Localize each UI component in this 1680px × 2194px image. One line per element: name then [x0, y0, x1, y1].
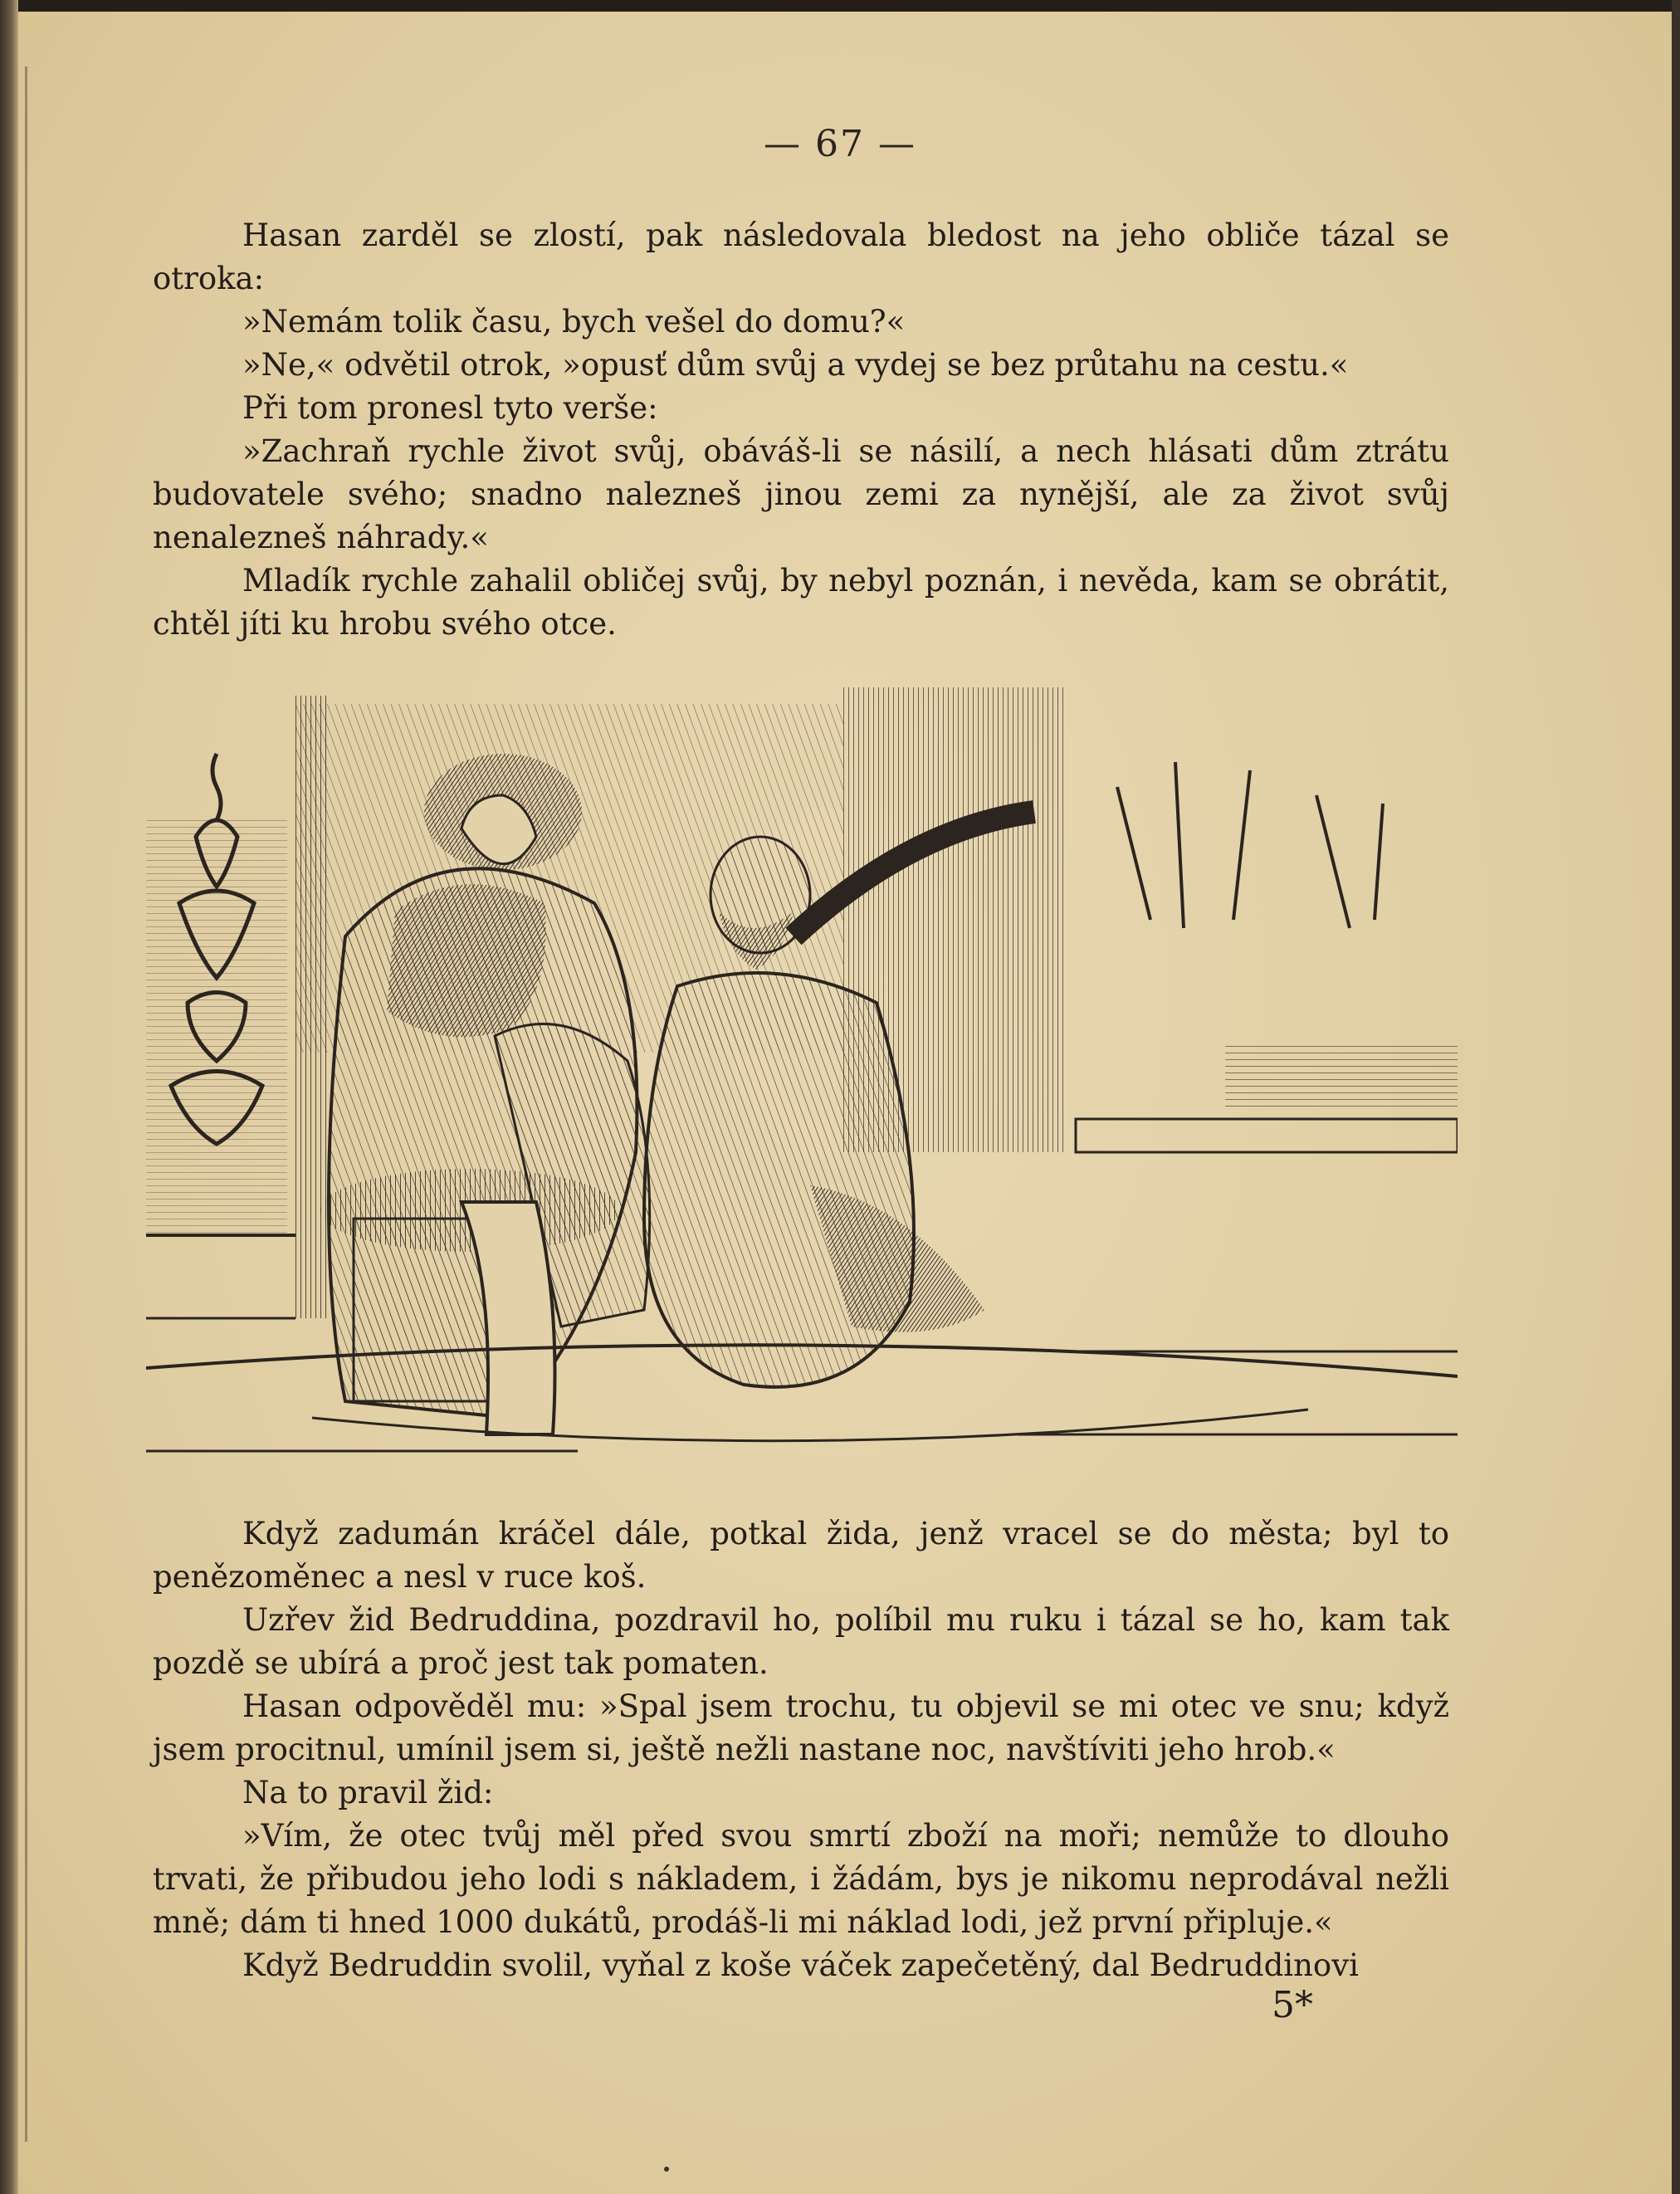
scan-right-edge: [1672, 0, 1680, 2194]
paragraph: Když zadumán kráčel dále, potkal žida, jenž vracel se do města; byl to penězoměnec a nesl v ruce koš.: [153, 1516, 1449, 1595]
paragraph: Mladík rychle zahalil obličej svůj, by nebyl poznán, i nevěda, kam se obrátit, chtěl jíti ku hrobu svého otce.: [153, 563, 1449, 642]
text-block-bottom: [153, 1512, 1449, 1987]
window-lattice: [843, 687, 1458, 1152]
scan-dot: [664, 2167, 669, 2172]
paragraph: »Nemám tolik času, bych vešel do domu?«: [242, 304, 906, 340]
scan-left-edge: [0, 0, 18, 2194]
signature-mark: 5*: [1272, 1984, 1313, 2026]
paragraph: »Vím, že otec tvůj měl před svou smrtí zboží na moři; nemůže to dlouho trvati, že přibudou jeho lodi s nákladem, i žádám, bys je nikomu neprodával nežli mně; dám ti hned 1000 dukátů, prodáš-li mi náklad lodi, jež první připluje.«: [153, 1818, 1449, 1940]
paragraph: Když Bedruddin svolil, vyňal z koše váček zapečetěný, dal Bedruddinovi: [242, 1947, 1359, 1983]
paragraph: Uzřev žid Bedruddina, pozdravil ho, políbil mu ruku i tázal se ho, kam tak pozdě se ubírá a proč jest tak pomaten.: [153, 1602, 1449, 1681]
scan-top-edge: [0, 0, 1680, 12]
text-block-top: [153, 214, 1449, 646]
engraving-illustration: [146, 687, 1458, 1464]
paragraph: Hasan odpověděl mu: »Spal jsem trochu, tu objevil se mi otec ve snu; když jsem procitnul, umínil jsem si, ještě nežli nastane noc, navštíviti jeho hrob.«: [153, 1688, 1449, 1767]
page-number: — 67 —: [764, 123, 916, 165]
paragraph: Na to pravil žid:: [242, 1775, 494, 1810]
left-ornament-panel: [146, 754, 295, 1235]
spine-shadow: [25, 66, 27, 2142]
paragraph: Při tom pronesl tyto verše:: [242, 390, 658, 426]
paragraph: »Zachraň rychle život svůj, obáváš-li se násilí, a nech hlásati dům ztrátu budovatele svého; snadno nalezneš jinou zemi za nynější, ale za život svůj nenalezneš náhrady.«: [153, 433, 1449, 555]
paragraph: »Ne,« odvětil otrok, »opusť dům svůj a vydej se bez průtahu na cestu.«: [242, 347, 1349, 383]
pillar: [295, 696, 329, 1318]
paragraph: Hasan zarděl se zlostí, pak následovala bledost na jeho obliče tázal se otroka:: [153, 217, 1449, 296]
